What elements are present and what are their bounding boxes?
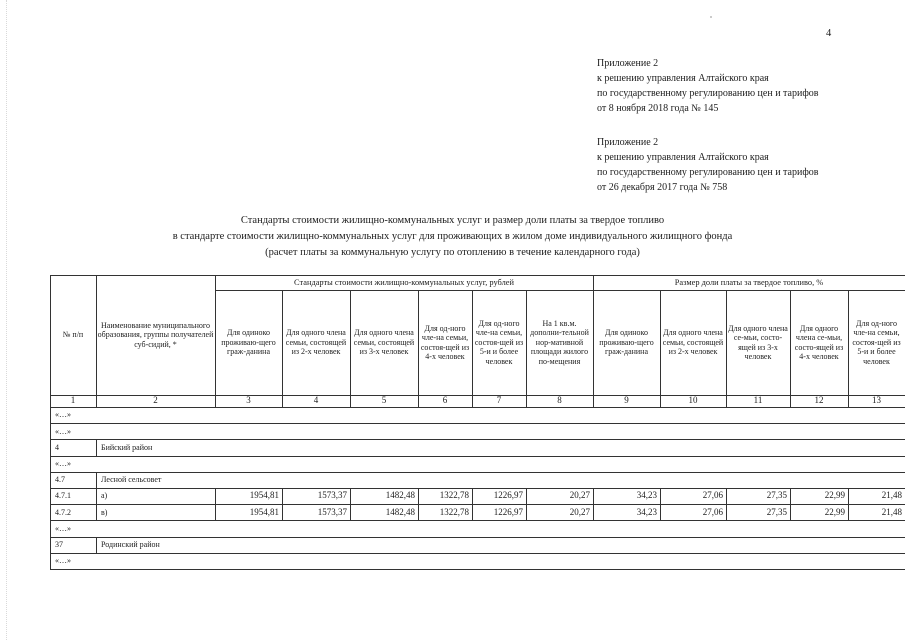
- column-number: 8: [557, 395, 562, 406]
- row-label: Лесной сельсовет: [101, 475, 162, 485]
- column-number: 6: [442, 395, 448, 406]
- appendix-block-original: [597, 135, 819, 195]
- table-cell-value: 1573,37: [317, 490, 347, 501]
- appendix-line: Приложение 2: [597, 58, 659, 69]
- column-header: № п/п: [62, 330, 84, 340]
- column-header: На 1 кв.м. дополни-тельной нор-мативной площади жилого по-мещения: [530, 318, 589, 366]
- group-header-standards: Стандарты стоимости жилищно-коммунальных услуг, рублей: [294, 277, 514, 287]
- table-cell-value: 27,35: [766, 506, 787, 517]
- column-number: 4: [313, 395, 319, 406]
- table-cell-value: 27,06: [702, 506, 723, 517]
- table-cell-value: 20,27: [569, 490, 590, 501]
- table-cell-value: 1573,37: [317, 506, 347, 517]
- document-title: [0, 213, 905, 261]
- table-cell-value: 21,48: [881, 490, 902, 501]
- column-header: Наименование муниципального образования, группы получателей суб-сидий, *: [97, 320, 214, 349]
- table-cell-value: 1482,48: [385, 506, 415, 517]
- row-number: 37: [55, 539, 63, 549]
- table-cell-value: 1482,48: [385, 490, 415, 501]
- column-number: 5: [381, 395, 387, 406]
- column-header: Для одного члена се-мьи, состо-ящей из 4-х человек: [794, 323, 844, 361]
- column-header: Для одного члена семьи, состоящей из 3-х человек: [353, 328, 415, 357]
- ellipsis-row: «…»: [55, 523, 71, 533]
- appendix-line: по государственному регулированию цен и тарифов: [597, 88, 819, 99]
- appendix-line: от 26 декабря 2017 года № 758: [597, 182, 728, 193]
- column-header: Для одного члена се-мьи, состо-ящей из 3-х человек: [728, 323, 788, 361]
- column-number: 9: [624, 395, 629, 406]
- table-cell-value: 1226,97: [493, 506, 523, 517]
- page-number: 4: [826, 28, 832, 39]
- appendix-line: по государственному регулированию цен и тарифов: [597, 167, 819, 178]
- column-header: Для одного члена семьи, состоящей из 2-х человек: [285, 328, 347, 357]
- ellipsis-row: «…»: [55, 556, 71, 566]
- table-cell-value: 22,99: [824, 490, 845, 501]
- table-cell-value: 1322,78: [439, 490, 469, 501]
- table-cell-value: 1954,81: [249, 490, 279, 501]
- column-header: Для одиноко проживаю-щего граж-данина: [221, 328, 276, 357]
- ellipsis-row: «…»: [55, 410, 71, 420]
- column-number: 13: [872, 395, 881, 406]
- column-number: 3: [246, 395, 251, 406]
- row-number: 4.7.1: [55, 491, 71, 501]
- title-line: (расчет платы за коммунальную услугу по отоплению в течение календарного года): [265, 247, 640, 258]
- appendix-line: к решению управления Алтайского края: [597, 73, 769, 84]
- row-number: 4.7.2: [55, 507, 71, 517]
- scan-margin-line: [6, 0, 8, 640]
- title-line: в стандарте стоимости жилищно-коммунальных услуг для проживающих в жилом доме индивидуального жилищного фонда: [172, 231, 733, 242]
- appendix-block-current: [597, 56, 819, 116]
- table-cell-value: 1954,81: [249, 506, 279, 517]
- column-number: 2: [153, 395, 158, 406]
- table-cell-value: 22,99: [824, 506, 845, 517]
- row-label: Бийский район: [101, 442, 153, 452]
- column-header: Для од-ного чле-на семьи, состоя-щей из 5-и и более человек: [852, 318, 901, 366]
- column-number: 12: [814, 395, 824, 406]
- row-group: а): [101, 491, 108, 501]
- row-label: Родинский район: [101, 539, 160, 549]
- table-cell-value: 20,27: [569, 506, 590, 517]
- table-cell-value: 34,23: [636, 490, 657, 501]
- column-header: Для од-ного чле-на семьи, состоя-щей из 4-х человек: [420, 323, 470, 361]
- row-number: 4.7: [55, 475, 65, 485]
- table-cell-value: 21,48: [881, 506, 902, 517]
- column-number: 10: [688, 395, 698, 406]
- row-group: в): [101, 507, 108, 517]
- table-row-divider: [50, 569, 905, 570]
- column-number: 11: [753, 395, 763, 406]
- table-cell-value: 27,35: [766, 490, 787, 501]
- table-cell-value: 1322,78: [439, 506, 469, 517]
- table-cell-value: 34,23: [636, 506, 657, 517]
- ellipsis-row: «…»: [55, 426, 71, 436]
- column-number: 1: [70, 395, 76, 406]
- table-cell-value: 27,06: [702, 490, 723, 501]
- appendix-line: к решению управления Алтайского края: [597, 152, 769, 163]
- column-header: Для одиноко проживаю-щего граж-данина: [599, 328, 654, 357]
- appendix-line: от 8 ноября 2018 года № 145: [597, 103, 719, 114]
- column-header: Для одного члена семьи, состоящей из 2-х человек: [662, 328, 724, 357]
- column-header: Для од-ного чле-на семьи, состоя-щей из 5-и и более человек: [474, 318, 524, 366]
- table-cell-value: 1226,97: [493, 490, 523, 501]
- ellipsis-row: «…»: [55, 458, 71, 468]
- column-number: 7: [496, 395, 502, 406]
- title-line: Стандарты стоимости жилищно-коммунальных услуг и размер доли платы за твердое топливо: [240, 215, 665, 226]
- appendix-line: Приложение 2: [597, 137, 659, 148]
- group-header-fuel-share: Размер доли платы за твердое топливо, %: [674, 277, 824, 287]
- scan-speck: [710, 16, 712, 18]
- row-number: 4: [55, 442, 59, 452]
